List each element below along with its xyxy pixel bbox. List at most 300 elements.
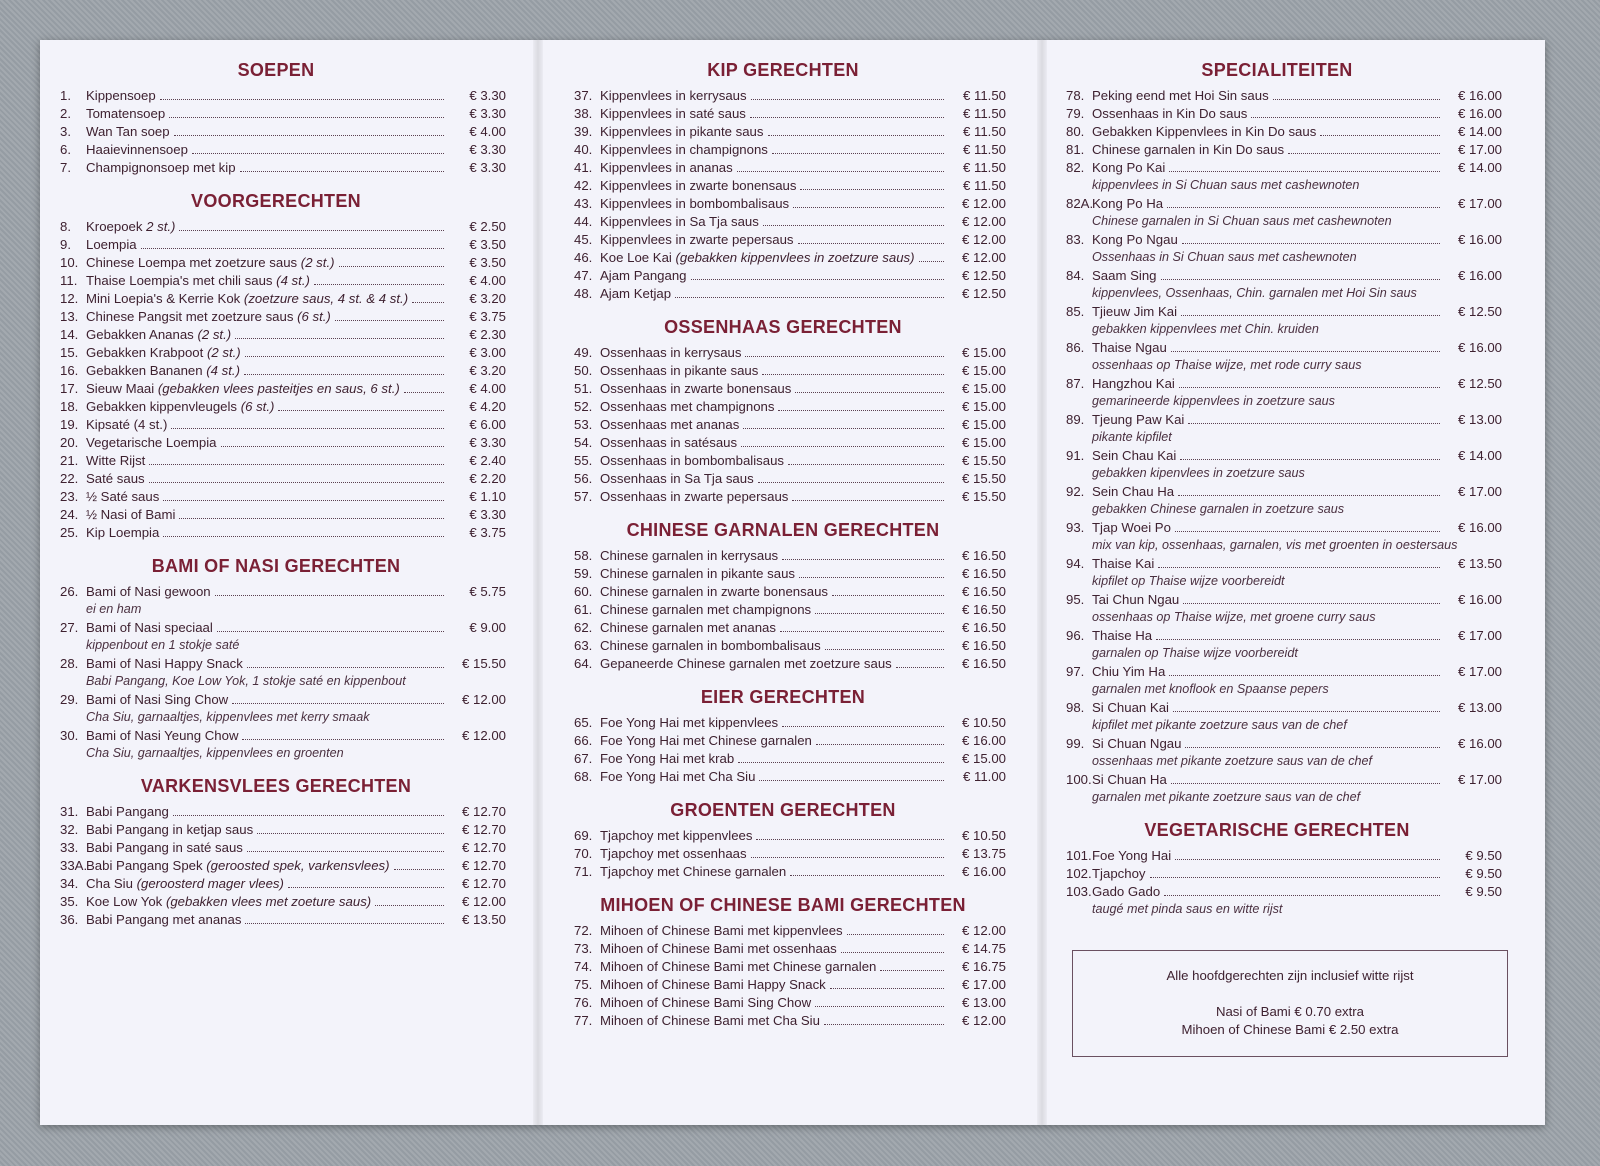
price-value: 17.00 — [1468, 484, 1502, 499]
item-price — [448, 87, 506, 105]
dot-leader — [160, 99, 444, 100]
item-name-text: Mihoen of Chinese Bami Happy Snack — [600, 977, 826, 992]
item-number: 75. — [574, 977, 593, 992]
item-number: 3. — [60, 124, 71, 139]
menu-item — [46, 857, 506, 875]
item-name-text: Chinese Pangsit met zoetzure saus — [86, 309, 294, 324]
item-price — [1444, 847, 1502, 865]
notice-line-3: Mihoen of Chinese Bami € 2.50 extra — [1181, 1022, 1399, 1037]
menu-item — [46, 524, 506, 542]
price-value: 12.00 — [472, 728, 506, 743]
dot-leader — [847, 934, 944, 935]
dot-leader — [778, 410, 944, 411]
price-value: 12.00 — [472, 894, 506, 909]
item-description: kipfilet op Thaise wijze voorbereidt — [1092, 574, 1285, 588]
currency-symbol: € — [461, 876, 470, 891]
price-value: 14.00 — [1468, 124, 1502, 139]
menu-section — [560, 520, 1006, 673]
item-number: 33. — [60, 840, 79, 855]
menu-item-row — [1052, 699, 1502, 717]
currency-symbol: € — [469, 507, 477, 522]
menu-item-row — [560, 601, 1006, 619]
currency-symbol: € — [961, 995, 970, 1010]
menu-item — [560, 655, 1006, 673]
item-name-text: Kippenvlees in kerrysaus — [600, 88, 747, 103]
currency-symbol: € — [961, 715, 970, 730]
item-name-text: Wan Tan soep — [86, 124, 170, 139]
currency-symbol: € — [1457, 700, 1466, 715]
menu-item — [46, 655, 506, 690]
dot-leader — [1181, 315, 1440, 316]
item-number: 33A. — [60, 858, 88, 873]
menu-item-row — [46, 398, 506, 416]
menu-section — [46, 60, 506, 177]
dot-leader — [217, 631, 444, 632]
menu-item-row — [1052, 447, 1502, 465]
dot-leader — [375, 905, 444, 906]
item-name — [600, 732, 812, 750]
item-name — [600, 470, 754, 488]
currency-symbol: € — [1457, 664, 1466, 679]
currency-symbol: € — [1457, 268, 1466, 283]
dot-leader — [1164, 895, 1440, 896]
price-value: 13.50 — [1468, 556, 1502, 571]
currency-symbol: € — [961, 196, 970, 211]
dot-leader — [795, 392, 944, 393]
currency-symbol: € — [961, 923, 970, 938]
item-name — [1092, 123, 1316, 141]
item-name-text: Mihoen of Chinese Bami met Cha Siu — [600, 1013, 820, 1028]
item-number: 77. — [574, 1013, 593, 1028]
currency-symbol: € — [1465, 884, 1473, 899]
item-name-text: Kroepoek — [86, 219, 143, 234]
menu-item — [1052, 883, 1502, 918]
dot-leader — [149, 482, 444, 483]
item-number: 39. — [574, 124, 593, 139]
menu-item-row — [1052, 105, 1502, 123]
currency-symbol: € — [469, 381, 477, 396]
item-name — [86, 236, 137, 254]
dot-leader — [738, 762, 944, 763]
item-note: (gebakken kippenvlees in zoetzure saus) — [675, 250, 915, 265]
menu-item-row — [46, 803, 506, 821]
price-value: 3.20 — [480, 363, 506, 378]
item-number: 40. — [574, 142, 593, 157]
dot-leader — [741, 446, 944, 447]
item-price — [948, 619, 1006, 637]
dot-leader — [737, 171, 944, 172]
menu-item-row — [560, 863, 1006, 881]
item-number: 74. — [574, 959, 593, 974]
item-price — [448, 524, 506, 542]
price-value: 12.00 — [972, 196, 1006, 211]
price-value: 3.30 — [480, 507, 506, 522]
price-value: 16.00 — [972, 864, 1006, 879]
menu-item-row — [560, 940, 1006, 958]
item-price — [448, 141, 506, 159]
item-number: 89. — [1066, 412, 1085, 427]
item-name-text: Chinese garnalen in zwarte bonensaus — [600, 584, 828, 599]
menu-item-row — [560, 141, 1006, 159]
price-value: 6.00 — [480, 417, 506, 432]
menu-item — [560, 285, 1006, 303]
item-name-text: Babi Pangang met ananas — [86, 912, 242, 927]
item-price — [448, 380, 506, 398]
item-number: 70. — [574, 846, 593, 861]
menu-item — [46, 362, 506, 380]
currency-symbol: € — [962, 142, 971, 157]
item-name — [86, 488, 159, 506]
item-name-text: Ossenhaas met ananas — [600, 417, 740, 432]
price-value: 15.00 — [972, 399, 1006, 414]
item-name-text: Thaise Ha — [1092, 628, 1153, 643]
item-price — [1444, 123, 1502, 141]
item-number: 9. — [60, 237, 71, 252]
section-heading: CHINESE GARNALEN GERECHTEN — [626, 520, 940, 540]
item-name-text: Ossenhaas in Sa Tja saus — [600, 471, 754, 486]
item-price — [948, 344, 1006, 362]
item-name — [600, 750, 734, 768]
menu-item — [46, 893, 506, 911]
currency-symbol: € — [961, 435, 970, 450]
menu-item — [46, 380, 506, 398]
menu-item — [1052, 87, 1502, 105]
menu-item-row — [46, 141, 506, 159]
item-name — [600, 940, 837, 958]
item-name-text: Gepaneerde Chinese garnalen met zoetzure saus — [600, 656, 892, 671]
item-name — [86, 803, 169, 821]
price-value: 11.50 — [973, 178, 1006, 193]
price-value: 4.20 — [480, 399, 506, 414]
dot-leader — [815, 613, 944, 614]
menu-item-row — [1052, 771, 1502, 789]
item-description: garnalen met pikante zoetzure saus van de chef — [1092, 790, 1361, 804]
item-name-text: Babi Pangang in saté saus — [86, 840, 243, 855]
menu-item-row — [1052, 591, 1502, 609]
item-name-text: Kippenvlees in champignons — [600, 142, 768, 157]
currency-symbol: € — [962, 88, 971, 103]
item-price — [948, 105, 1006, 123]
currency-symbol: € — [1457, 772, 1466, 787]
menu-section — [560, 317, 1006, 506]
item-note: (6 st.) — [297, 309, 331, 324]
item-number: 102. — [1066, 866, 1092, 881]
price-value: 12.50 — [1468, 304, 1502, 319]
currency-symbol: € — [962, 178, 971, 193]
item-number: 61. — [574, 602, 593, 617]
item-description: ossenhaas op Thaise wijze, met rode curry saus — [1092, 358, 1362, 372]
item-name-text: Ossenhaas met champignons — [600, 399, 775, 414]
item-price — [448, 326, 506, 344]
item-number: 71. — [574, 864, 593, 879]
item-name-text: Kippenvlees in pikante saus — [600, 124, 764, 139]
item-name — [1092, 447, 1176, 465]
item-name — [1092, 735, 1181, 753]
menu-section — [46, 556, 506, 762]
item-name-text: Chinese garnalen in bombombalisaus — [600, 638, 821, 653]
item-price — [1444, 159, 1502, 177]
menu-item-row — [1052, 865, 1502, 883]
price-value: 17.00 — [1468, 772, 1502, 787]
price-value: 16.00 — [1468, 88, 1502, 103]
item-price — [448, 875, 506, 893]
item-description: kippenvlees, Ossenhaas, Chin. garnalen met Hoi Sin saus — [1092, 286, 1417, 300]
item-price — [448, 159, 506, 177]
item-price — [1444, 591, 1502, 609]
currency-symbol: € — [961, 566, 970, 581]
currency-symbol: € — [962, 769, 971, 784]
dot-leader — [404, 392, 444, 393]
menu-item — [560, 177, 1006, 195]
dot-leader — [756, 839, 944, 840]
item-price — [1444, 483, 1502, 501]
item-name-text: Kippenvlees in ananas — [600, 160, 733, 175]
menu-item — [46, 506, 506, 524]
item-note: (4 st.) — [276, 273, 310, 288]
currency-symbol: € — [961, 620, 970, 635]
menu-item — [46, 326, 506, 344]
menu-item — [560, 565, 1006, 583]
item-number: 14. — [60, 327, 79, 342]
item-price — [1444, 519, 1502, 537]
menu-item — [560, 362, 1006, 380]
item-name-text: Thaise Loempia's met chili saus — [86, 273, 273, 288]
menu-item — [560, 863, 1006, 881]
price-value: 12.70 — [472, 840, 506, 855]
item-name — [1092, 195, 1163, 213]
dot-leader — [173, 815, 444, 816]
item-number: 22. — [60, 471, 79, 486]
item-price — [948, 141, 1006, 159]
item-price — [948, 231, 1006, 249]
dot-leader — [919, 261, 944, 262]
item-name — [1092, 865, 1146, 883]
item-price — [1444, 267, 1502, 285]
item-name — [600, 249, 915, 267]
currency-symbol: € — [469, 345, 477, 360]
menu-item — [1052, 699, 1502, 734]
item-name-text: Foe Yong Hai met krab — [600, 751, 735, 766]
dot-leader — [758, 482, 944, 483]
item-number: 58. — [574, 548, 593, 563]
menu-item — [46, 308, 506, 326]
item-price — [948, 565, 1006, 583]
currency-symbol: € — [961, 286, 970, 301]
item-name — [1092, 231, 1178, 249]
item-price — [448, 506, 506, 524]
item-price — [948, 267, 1006, 285]
currency-symbol: € — [961, 941, 970, 956]
item-name-text: Mihoen of Chinese Bami Sing Chow — [600, 995, 812, 1010]
item-price — [1444, 141, 1502, 159]
menu-item — [46, 583, 506, 618]
item-number: 60. — [574, 584, 593, 599]
menu-item-row — [46, 123, 506, 141]
menu-column-left — [46, 52, 506, 943]
item-name-text: Foe Yong Hai — [1092, 848, 1172, 863]
dot-leader — [896, 667, 944, 668]
menu-item — [560, 637, 1006, 655]
dot-leader — [830, 988, 944, 989]
currency-symbol: € — [469, 142, 477, 157]
dot-leader — [244, 374, 444, 375]
item-name-text: Koe Loe Kai — [600, 250, 672, 265]
item-price — [448, 362, 506, 380]
dot-leader — [798, 243, 944, 244]
item-number: 45. — [574, 232, 593, 247]
price-value: 3.75 — [480, 525, 506, 540]
item-number: 72. — [574, 923, 593, 938]
item-name — [86, 839, 243, 857]
dot-leader — [1167, 207, 1440, 208]
price-value: 16.00 — [1468, 106, 1502, 121]
item-name-text: Si Chuan Kai — [1092, 700, 1169, 715]
item-number: 65. — [574, 715, 593, 730]
menu-item-row — [560, 994, 1006, 1012]
menu-item-row — [46, 911, 506, 929]
item-number: 83. — [1066, 232, 1085, 247]
item-number: 81. — [1066, 142, 1085, 157]
menu-section — [560, 800, 1006, 881]
item-price — [448, 911, 506, 929]
item-price — [448, 434, 506, 452]
item-name-text: Ossenhaas in zwarte pepersaus — [600, 489, 789, 504]
price-value: 3.50 — [480, 255, 506, 270]
dot-leader — [675, 297, 944, 298]
item-name — [600, 159, 733, 177]
item-name-text: Bami of Nasi Happy Snack — [86, 656, 243, 671]
menu-item-row — [1052, 231, 1502, 249]
dot-leader — [394, 869, 444, 870]
item-number: 66. — [574, 733, 593, 748]
item-name — [86, 272, 310, 290]
dot-leader — [1251, 117, 1440, 118]
section-heading: OSSENHAAS GERECHTEN — [664, 317, 902, 337]
item-number: 20. — [60, 435, 79, 450]
menu-item — [560, 601, 1006, 619]
menu-item-row — [1052, 123, 1502, 141]
menu-item-row — [560, 976, 1006, 994]
menu-item-row — [560, 827, 1006, 845]
item-name — [600, 177, 796, 195]
currency-symbol: € — [1465, 866, 1473, 881]
currency-symbol: € — [469, 160, 477, 175]
item-name-text: Gebakken Krabpoot — [86, 345, 204, 360]
dot-leader — [745, 356, 944, 357]
item-number: 87. — [1066, 376, 1085, 391]
item-number: 91. — [1066, 448, 1085, 463]
item-name — [600, 714, 778, 732]
price-value: 16.50 — [972, 602, 1006, 617]
price-value: 12.00 — [972, 923, 1006, 938]
item-name-text: Ossenhaas in Kin Do saus — [1092, 106, 1248, 121]
price-value: 11.50 — [973, 124, 1006, 139]
price-value: 13.00 — [1468, 412, 1502, 427]
item-number: 28. — [60, 656, 79, 671]
dot-leader — [1158, 567, 1440, 568]
menu-item — [1052, 865, 1502, 883]
price-value: 11.50 — [973, 142, 1006, 157]
menu-item — [1052, 303, 1502, 338]
currency-symbol: € — [1457, 736, 1466, 751]
currency-symbol: € — [961, 828, 970, 843]
currency-symbol: € — [469, 363, 477, 378]
dot-leader — [1273, 99, 1440, 100]
dot-leader — [335, 320, 444, 321]
item-price — [448, 488, 506, 506]
price-value: 2.40 — [480, 453, 506, 468]
section-heading: EIER GERECHTEN — [700, 687, 866, 707]
item-name — [86, 105, 165, 123]
fold-line-right — [1037, 40, 1047, 1125]
dot-leader — [1179, 387, 1440, 388]
dot-leader — [782, 559, 944, 560]
menu-item-row — [46, 470, 506, 488]
item-name-text: Ajam Ketjap — [600, 286, 672, 301]
currency-symbol: € — [1457, 448, 1466, 463]
currency-symbol: € — [1457, 142, 1466, 157]
item-name-text: Foe Yong Hai met Chinese garnalen — [600, 733, 812, 748]
section-heading: KIP GERECHTEN — [707, 60, 859, 80]
price-value: 14.75 — [972, 941, 1006, 956]
item-name — [600, 362, 758, 380]
price-value: 13.00 — [1468, 700, 1502, 715]
item-number: 25. — [60, 525, 79, 540]
menu-item-row — [46, 821, 506, 839]
item-number: 96. — [1066, 628, 1085, 643]
dot-leader — [288, 887, 444, 888]
item-name — [86, 619, 213, 637]
menu-item — [1052, 195, 1502, 230]
menu-item-row — [560, 452, 1006, 470]
item-price — [448, 308, 506, 326]
item-price — [448, 398, 506, 416]
item-number: 93. — [1066, 520, 1085, 535]
menu-item — [560, 159, 1006, 177]
item-name — [600, 583, 828, 601]
price-value: 2.30 — [480, 327, 506, 342]
item-name-text: Chinese garnalen in kerrysaus — [600, 548, 779, 563]
menu-item — [1052, 591, 1502, 626]
dot-leader — [790, 875, 944, 876]
dot-leader — [1156, 639, 1440, 640]
item-price — [448, 452, 506, 470]
item-name — [1092, 339, 1167, 357]
item-number: 76. — [574, 995, 593, 1010]
menu-item-row — [46, 290, 506, 308]
currency-symbol: € — [469, 309, 477, 324]
item-number: 23. — [60, 489, 79, 504]
item-price — [948, 845, 1006, 863]
item-price — [448, 272, 506, 290]
item-name — [86, 857, 390, 875]
dot-leader — [192, 153, 444, 154]
item-name — [86, 452, 145, 470]
item-number: 2. — [60, 106, 71, 121]
item-number: 56. — [574, 471, 593, 486]
menu-item — [46, 839, 506, 857]
menu-item — [1052, 663, 1502, 698]
item-name-text: Kippenvlees in Sa Tja saus — [600, 214, 759, 229]
item-note: (gebakken vlees pasteitjes en saus, 6 st.) — [157, 381, 400, 396]
currency-symbol: € — [1457, 412, 1466, 427]
item-description: pikante kipfilet — [1092, 430, 1172, 444]
item-price — [448, 290, 506, 308]
dot-leader — [215, 595, 444, 596]
item-number: 26. — [60, 584, 79, 599]
item-name — [86, 159, 236, 177]
item-name-text: Mini Loepia's & Kerrie Kok — [86, 291, 241, 306]
